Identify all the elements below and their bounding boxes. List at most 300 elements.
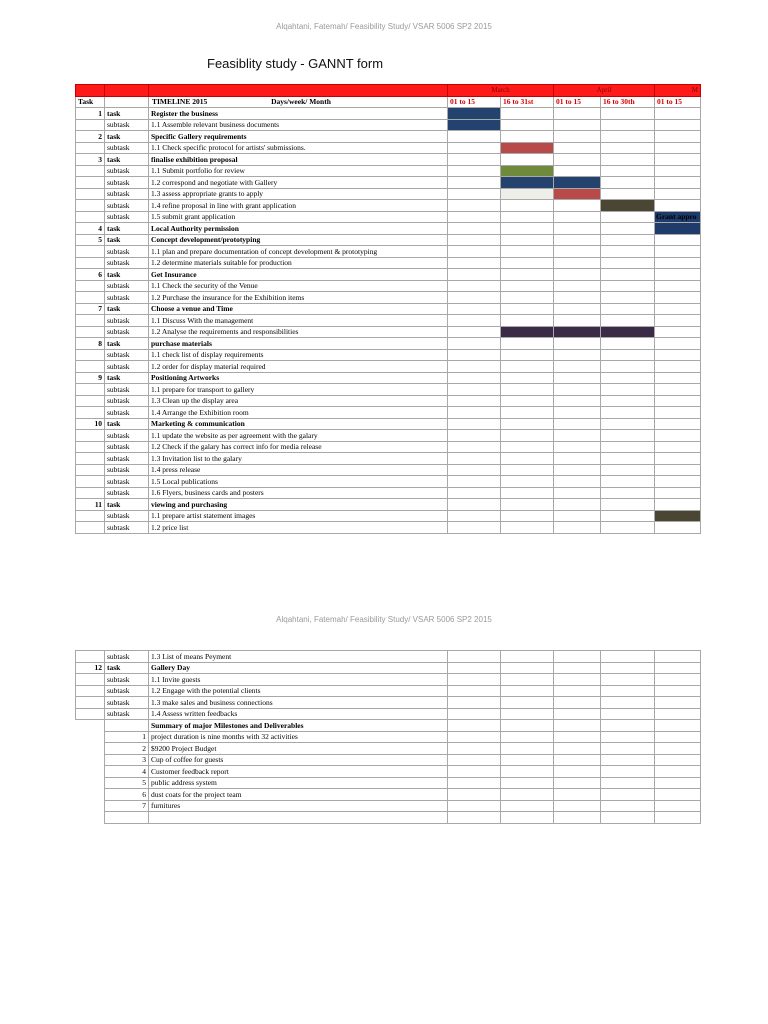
subtask-row (76, 522, 701, 534)
task-type: subtask (105, 510, 149, 522)
timeline-cell (601, 338, 655, 350)
subtask-row (76, 326, 701, 338)
timeline-label: TIMELINE 2015 (152, 97, 208, 107)
timeline-cell (601, 395, 655, 407)
task-type: task (105, 108, 149, 120)
timeline-cell (655, 499, 701, 511)
task-type: 7 (105, 800, 149, 812)
timeline-cell (655, 777, 701, 789)
task-type: task (105, 303, 149, 315)
timeline-cell (448, 487, 501, 499)
timeline-cell (554, 119, 601, 131)
timeline-cell (501, 119, 554, 131)
task-description: 1.6 Flyers, business cards and posters (149, 487, 448, 499)
timeline-cell (655, 662, 701, 674)
timeline-cell (655, 430, 701, 442)
timeline-cell (501, 384, 554, 396)
timeline-cell (554, 338, 601, 350)
timeline-cell (655, 372, 701, 384)
task-type: subtask (105, 407, 149, 419)
timeline-cell (448, 372, 501, 384)
timeline-cell (554, 800, 601, 812)
task-type: subtask (105, 441, 149, 453)
timeline-cell (554, 720, 601, 732)
timeline-cell (655, 685, 701, 697)
timeline-cell (655, 731, 701, 743)
timeline-cell (554, 812, 601, 824)
subtask-row (76, 441, 701, 453)
subtask-row (76, 165, 701, 177)
task-description: 1.4 Arrange the Exhibition room (149, 407, 448, 419)
timeline-cell (655, 188, 701, 200)
subtask-row (76, 361, 701, 373)
timeline-cell (501, 522, 554, 534)
timeline-cell (601, 708, 655, 720)
subtask-row (76, 697, 701, 709)
task-description: 1.1 Submit portfolio for review (149, 165, 448, 177)
timeline-cell (501, 685, 554, 697)
task-description: Local Authority permission (149, 223, 448, 235)
timeline-cell (554, 108, 601, 120)
timeline-cell (655, 361, 701, 373)
timeline-cell (655, 407, 701, 419)
timeline-cell (655, 800, 701, 812)
gantt-bar-cell (501, 165, 554, 177)
task-number: 8 (76, 338, 105, 350)
timeline-cell (501, 441, 554, 453)
task-description: 1.2 Analyse the requirements and responsibilities (149, 326, 448, 338)
task-description: Specific Gallery requirements (149, 131, 448, 143)
timeline-cell (655, 269, 701, 281)
subtask-row (76, 349, 701, 361)
task-description: 1.2 order for display material required (149, 361, 448, 373)
gantt-bar-cell (501, 188, 554, 200)
task-type: subtask (105, 361, 149, 373)
task-description: 1.2 Purchase the insurance for the Exhibition items (149, 292, 448, 304)
task-number (76, 430, 105, 442)
task-number (76, 165, 105, 177)
task-number (76, 731, 105, 743)
timeline-cell (448, 154, 501, 166)
timeline-cell (655, 315, 701, 327)
task-type: task (105, 662, 149, 674)
subtask-row (76, 292, 701, 304)
task-type: 2 (105, 743, 149, 755)
task-description: 1.3 assess appropriate grants to apply (149, 188, 448, 200)
task-description: 1.1 prepare for transport to gallery (149, 384, 448, 396)
summary-row (76, 731, 701, 743)
timeline-cell (554, 257, 601, 269)
timeline-cell (601, 188, 655, 200)
task-type: subtask (105, 453, 149, 465)
timeline-cell (601, 407, 655, 419)
task-description: viewing and purchasing (149, 499, 448, 511)
task-number (76, 257, 105, 269)
task-number (76, 326, 105, 338)
task-type: subtask (105, 315, 149, 327)
timeline-cell (448, 731, 501, 743)
task-type: subtask (105, 685, 149, 697)
task-type: task (105, 269, 149, 281)
task-number (76, 441, 105, 453)
gantt-bar-cell (601, 200, 655, 212)
timeline-cell (601, 154, 655, 166)
timeline-cell (448, 812, 501, 824)
timeline-cell (448, 142, 501, 154)
timeline-cell (601, 789, 655, 801)
subtask-row (76, 395, 701, 407)
timeline-cell (448, 464, 501, 476)
timeline-cell (501, 662, 554, 674)
task-row (76, 269, 701, 281)
timeline-cell (448, 430, 501, 442)
task-number (76, 766, 105, 778)
task-row (76, 338, 701, 350)
timeline-cell (554, 211, 601, 223)
task-type: task (105, 418, 149, 430)
task-description: public address system (149, 777, 448, 789)
task-description: project duration is nine months with 32 activities (149, 731, 448, 743)
subtask-row (76, 177, 701, 189)
task-number (76, 510, 105, 522)
task-number (76, 800, 105, 812)
timeline-cell (554, 280, 601, 292)
task-number (76, 789, 105, 801)
timeline-cell (655, 257, 701, 269)
timeline-cell (601, 246, 655, 258)
subtask-row (76, 407, 701, 419)
task-number: 9 (76, 372, 105, 384)
timeline-cell (554, 349, 601, 361)
timeline-cell (554, 464, 601, 476)
timeline-cell (601, 522, 655, 534)
timeline-cell (655, 743, 701, 755)
task-description: 1.1 Invite guests (149, 674, 448, 686)
task-description (149, 812, 448, 824)
task-description: 1.5 submit grant application (149, 211, 448, 223)
task-number (76, 361, 105, 373)
timeline-cell (448, 384, 501, 396)
timeline-cell (655, 395, 701, 407)
timeline-cell (448, 743, 501, 755)
timeline-cell (601, 731, 655, 743)
task-type: 1 (105, 731, 149, 743)
timeline-cell (448, 326, 501, 338)
task-number (76, 246, 105, 258)
task-description: 1.3 Clean up the display area (149, 395, 448, 407)
timeline-cell (601, 766, 655, 778)
timeline-cell (655, 754, 701, 766)
timeline-cell (554, 674, 601, 686)
subtask-row (76, 430, 701, 442)
task-number: 10 (76, 418, 105, 430)
timeline-cell (655, 651, 701, 663)
gantt-bar-cell (501, 177, 554, 189)
timeline-cell (655, 384, 701, 396)
timeline-cell (554, 510, 601, 522)
task-number (76, 211, 105, 223)
timeline-cell (655, 418, 701, 430)
month-header-row (76, 85, 701, 97)
task-type: subtask (105, 119, 149, 131)
timeline-cell (601, 777, 655, 789)
task-number (76, 777, 105, 789)
task-description: 1.1 Check specific protocol for artists' submissions. (149, 142, 448, 154)
timeline-cell (554, 430, 601, 442)
timeline-cell (554, 292, 601, 304)
timeline-cell (448, 131, 501, 143)
task-number (76, 743, 105, 755)
task-type: task (105, 223, 149, 235)
task-type: subtask (105, 697, 149, 709)
timeline-cell (601, 453, 655, 465)
task-description: furnitures (149, 800, 448, 812)
task-description: 1.1 Check the security of the Venue (149, 280, 448, 292)
task-number (76, 315, 105, 327)
task-type: subtask (105, 708, 149, 720)
timeline-cell (601, 651, 655, 663)
col-header-task: Task (76, 96, 105, 108)
timeline-cell (655, 280, 701, 292)
timeline-cell (448, 361, 501, 373)
gantt-bar-cell (554, 188, 601, 200)
timeline-cell (501, 476, 554, 488)
timeline-cell (501, 800, 554, 812)
task-type: subtask (105, 349, 149, 361)
timeline-cell (655, 487, 701, 499)
timeline-cell (448, 651, 501, 663)
subtask-row (76, 708, 701, 720)
timeline-cell (554, 651, 601, 663)
timeline-cell (655, 200, 701, 212)
subtask-row (76, 464, 701, 476)
timeline-cell (554, 142, 601, 154)
task-description: finalise exhibition proposal (149, 154, 448, 166)
timeline-cell (501, 292, 554, 304)
timeline-cell (655, 766, 701, 778)
timeline-cell (448, 292, 501, 304)
timeline-cell (601, 487, 655, 499)
timeline-cell (601, 674, 655, 686)
timeline-cell (448, 708, 501, 720)
timeline-cell (554, 708, 601, 720)
subtask-row (76, 674, 701, 686)
timeline-cell (501, 499, 554, 511)
task-row (76, 372, 701, 384)
subtask-row (76, 315, 701, 327)
timeline-cell (501, 280, 554, 292)
task-number (76, 708, 105, 720)
timeline-cell (554, 269, 601, 281)
timeline-cell (655, 441, 701, 453)
timeline-cell (501, 708, 554, 720)
timeline-cell (501, 154, 554, 166)
summary-row (76, 766, 701, 778)
task-description: dust coats for the project team (149, 789, 448, 801)
timeline-cell (655, 303, 701, 315)
task-number (76, 754, 105, 766)
timeline-cell (655, 349, 701, 361)
timeline-cell (655, 131, 701, 143)
timeline-cell (601, 269, 655, 281)
task-type: subtask (105, 246, 149, 258)
timeline-cell (601, 361, 655, 373)
task-number (76, 407, 105, 419)
task-number (76, 476, 105, 488)
task-number (76, 349, 105, 361)
timeline-cell (501, 407, 554, 419)
timeline-cell (448, 800, 501, 812)
task-type: task (105, 372, 149, 384)
task-description: Cup of coffee for guests (149, 754, 448, 766)
task-type: subtask (105, 211, 149, 223)
task-number (76, 720, 105, 732)
task-number: 11 (76, 499, 105, 511)
timeline-cell (448, 499, 501, 511)
timeline-cell (448, 200, 501, 212)
timeline-cell (448, 674, 501, 686)
timeline-cell (448, 211, 501, 223)
range-header: 16 to 31st (501, 96, 554, 108)
task-description: 1.2 price list (149, 522, 448, 534)
timeline-cell (501, 303, 554, 315)
timeline-cell (601, 223, 655, 235)
task-number (76, 674, 105, 686)
task-number (76, 384, 105, 396)
timeline-cell (501, 418, 554, 430)
timeline-cell (501, 131, 554, 143)
task-row (76, 499, 701, 511)
page-header-2: Alqahtani, Fatemah/ Feasibility Study/ VSAR 5006 SP2 2015 (276, 615, 492, 624)
task-type: subtask (105, 464, 149, 476)
timeline-cell (601, 211, 655, 223)
timeline-cell (655, 708, 701, 720)
task-description: 1.4 press release (149, 464, 448, 476)
summary-row (76, 777, 701, 789)
month-may-partial: M (655, 85, 701, 97)
task-type: task (105, 338, 149, 350)
task-number: 7 (76, 303, 105, 315)
timeline-cell (655, 812, 701, 824)
task-number (76, 685, 105, 697)
task-description: 1.2 Check if the galary has correct info for media release (149, 441, 448, 453)
subtask-row (76, 510, 701, 522)
task-row (76, 131, 701, 143)
range-header: 01 to 15 (554, 96, 601, 108)
gantt-bar-cell (554, 177, 601, 189)
subtask-row (76, 280, 701, 292)
timeline-cell (448, 349, 501, 361)
timeline-cell (601, 476, 655, 488)
timeline-cell (554, 395, 601, 407)
task-number (76, 812, 105, 824)
task-description: 1.4 refine proposal in line with grant application (149, 200, 448, 212)
timeline-cell (448, 234, 501, 246)
timeline-cell (601, 510, 655, 522)
timeline-cell (655, 476, 701, 488)
task-description: 1.2 determine materials suitable for production (149, 257, 448, 269)
timeline-cell (501, 743, 554, 755)
timeline-cell (448, 662, 501, 674)
timeline-cell (601, 499, 655, 511)
gantt-bar-cell (655, 223, 701, 235)
timeline-cell (501, 453, 554, 465)
summary-row (76, 800, 701, 812)
timeline-cell (448, 338, 501, 350)
timeline-cell (601, 142, 655, 154)
timeline-cell (448, 407, 501, 419)
timeline-cell (655, 464, 701, 476)
subtask-row (76, 188, 701, 200)
task-type: subtask (105, 326, 149, 338)
task-row (76, 154, 701, 166)
task-row (76, 223, 701, 235)
timeline-cell (601, 812, 655, 824)
timeline-cell (554, 246, 601, 258)
timeline-cell (554, 223, 601, 235)
task-description: 1.1 prepare artist statement images (149, 510, 448, 522)
timeline-cell (601, 234, 655, 246)
task-row (76, 108, 701, 120)
gantt-table-continued (75, 650, 701, 824)
task-type: subtask (105, 142, 149, 154)
timeline-cell (501, 697, 554, 709)
timeline-cell (501, 754, 554, 766)
timeline-cell (554, 131, 601, 143)
subtask-row (76, 119, 701, 131)
timeline-cell (601, 743, 655, 755)
timeline-cell (554, 499, 601, 511)
timeline-cell (554, 743, 601, 755)
timeline-cell (554, 154, 601, 166)
task-description: 1.3 List of means Peyment (149, 651, 448, 663)
timeline-cell (448, 476, 501, 488)
task-number: 3 (76, 154, 105, 166)
task-description: 1.4 Assess written feedbacks (149, 708, 448, 720)
task-number (76, 200, 105, 212)
task-description: Choose a venue and Time (149, 303, 448, 315)
timeline-cell (501, 269, 554, 281)
timeline-cell (448, 697, 501, 709)
timeline-cell (501, 651, 554, 663)
days-label: Days/week/ Month (271, 97, 331, 107)
task-number: 4 (76, 223, 105, 235)
task-type: subtask (105, 188, 149, 200)
timeline-cell (554, 685, 601, 697)
timeline-cell (554, 418, 601, 430)
task-row (76, 234, 701, 246)
timeline-cell (601, 119, 655, 131)
subtask-row (76, 200, 701, 212)
timeline-cell (448, 510, 501, 522)
timeline-cell (501, 395, 554, 407)
timeline-cell (655, 177, 701, 189)
timeline-cell (448, 754, 501, 766)
timeline-cell (554, 522, 601, 534)
timeline-cell (655, 234, 701, 246)
task-description: 1.3 Invitation list to the galary (149, 453, 448, 465)
timeline-cell (554, 789, 601, 801)
task-description: Get Insurance (149, 269, 448, 281)
task-description: 1.5 Local publications (149, 476, 448, 488)
task-number: 5 (76, 234, 105, 246)
timeline-cell (501, 349, 554, 361)
task-type: subtask (105, 200, 149, 212)
timeline-cell (554, 476, 601, 488)
gantt-bar-cell (501, 326, 554, 338)
timeline-cell (554, 777, 601, 789)
timeline-cell (448, 165, 501, 177)
